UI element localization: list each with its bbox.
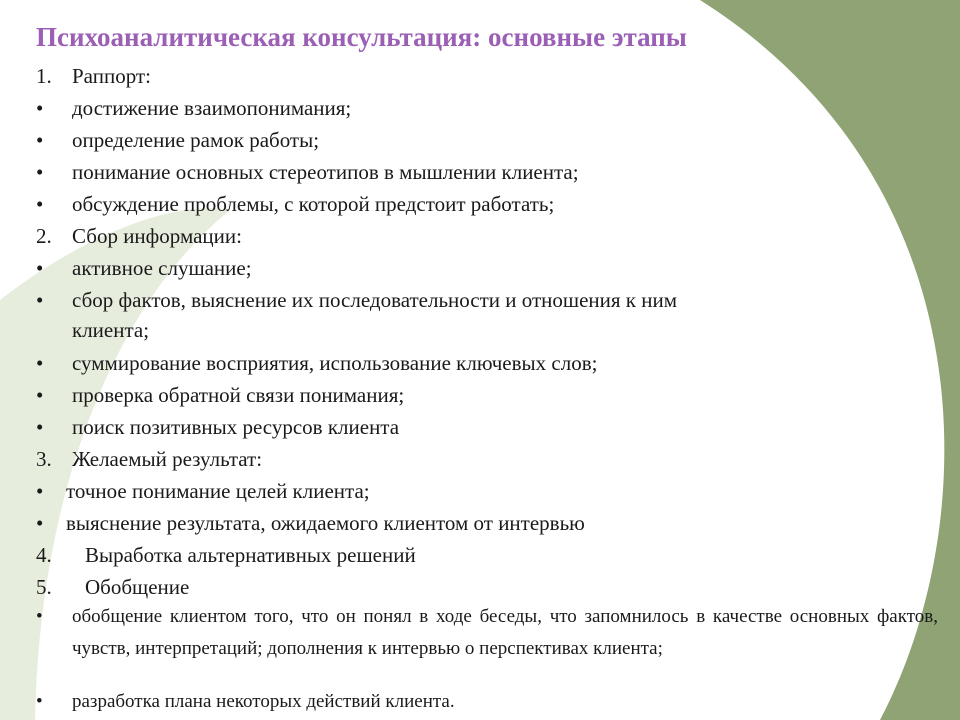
bullet-marker: • <box>36 511 44 535</box>
list-item: поиск позитивных ресурсов клиента <box>72 415 400 439</box>
bullet-marker: • <box>36 192 44 216</box>
slide-title: Психоаналитическая консультация: основные этапы <box>36 22 687 52</box>
bullet-marker: • <box>36 415 44 439</box>
list-item: разработка плана некоторых действий клиента. <box>72 691 455 712</box>
bullet-marker: • <box>36 288 44 312</box>
bullet-marker: • <box>36 691 43 712</box>
section-number: 2. <box>36 224 52 248</box>
list-item-paragraph: обобщение клиентом того, что он понял в ходе беседы, что запомнилось в качестве основных фактов, чувств, интерпретаций; дополнения к интервью о перспективах клиента; <box>72 606 938 659</box>
section-number: 5. <box>36 575 52 599</box>
section-number: 3. <box>36 447 52 471</box>
section-heading: Обобщение <box>85 575 190 599</box>
list-item: определение рамок работы; <box>72 128 320 152</box>
bullet-marker: • <box>36 383 44 407</box>
bullet-marker: • <box>36 96 44 120</box>
list-item: достижение взаимопонимания; <box>72 96 352 120</box>
list-item: понимание основных стереотипов в мышлении клиента; <box>72 160 579 184</box>
section-heading: Сбор информации: <box>72 224 242 248</box>
section-heading: Желаемый результат: <box>72 447 263 471</box>
list-item: суммирование восприятия, использование ключевых слов; <box>72 351 598 375</box>
list-item: обсуждение проблемы, с которой предстоит работать; <box>72 192 555 216</box>
section-heading: Раппорт: <box>72 64 151 88</box>
bullet-marker: • <box>36 606 43 627</box>
section-heading: Выработка альтернативных решений <box>85 543 416 567</box>
bullet-marker: • <box>36 128 44 152</box>
bullet-marker: • <box>36 351 44 375</box>
bullet-marker: • <box>36 479 44 503</box>
bullet-marker: • <box>36 256 44 280</box>
list-item: сбор фактов, выяснение их последовательности и отношения к ним <box>72 288 678 312</box>
section-number: 4. <box>36 543 52 567</box>
section-number: 1. <box>36 64 52 88</box>
bullet-marker: • <box>36 160 44 184</box>
list-item: точное понимание целей клиента; <box>66 479 370 503</box>
list-item-continuation: клиента; <box>72 318 150 342</box>
list-item: выяснение результата, ожидаемого клиентом от интервью <box>66 511 585 535</box>
list-item: проверка обратной связи понимания; <box>72 383 405 407</box>
list-item: активное слушание; <box>72 256 252 280</box>
